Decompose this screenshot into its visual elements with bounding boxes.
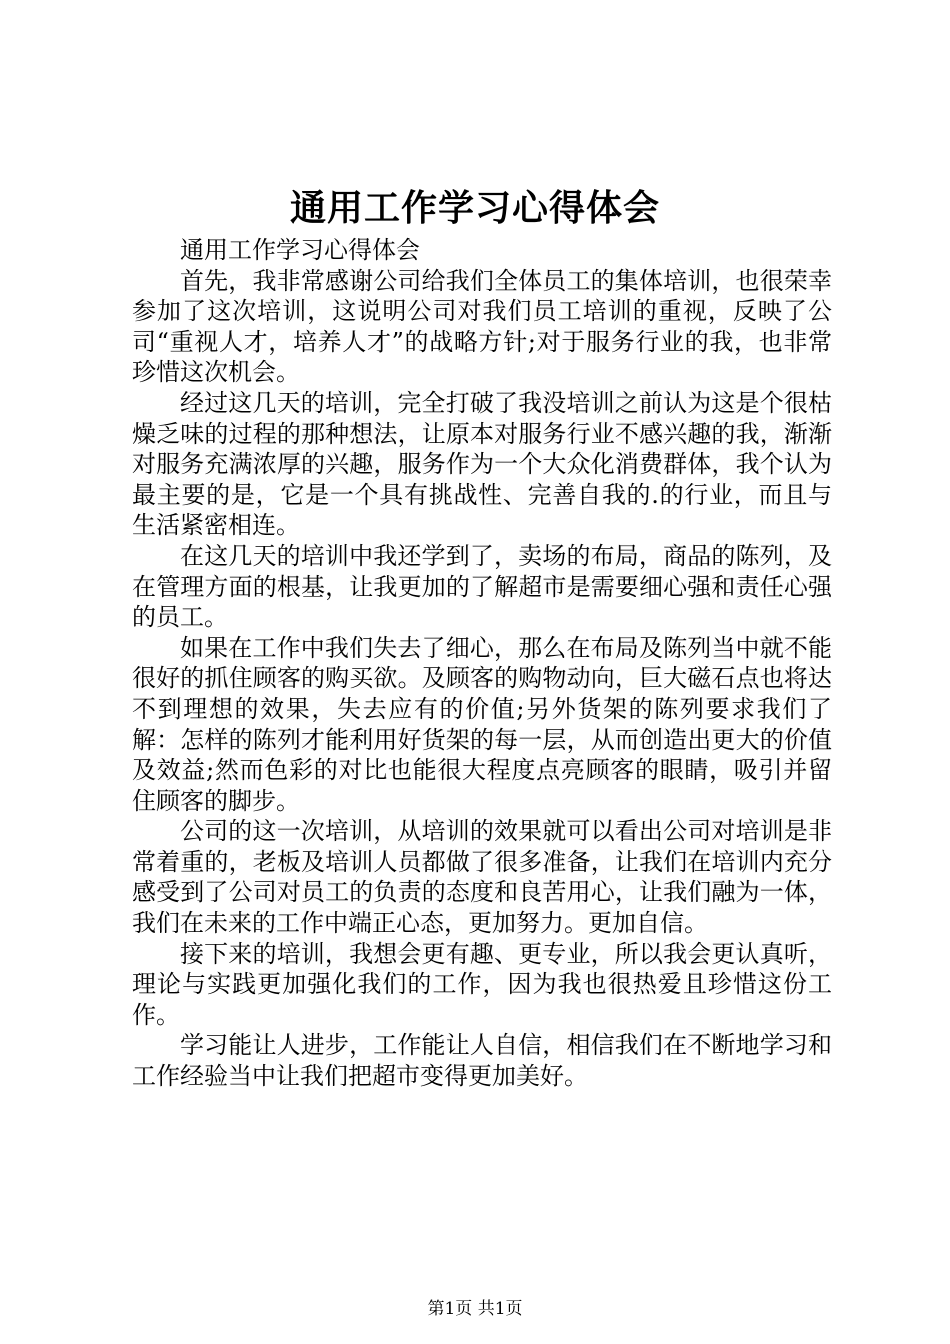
paragraph: 在这几天的培训中我还学到了，卖场的布局，商品的陈列，及在管理方面的根基，让我更加的了解超市是需要细心强和责任心强的员工。 [132, 541, 832, 632]
paragraph-subtitle: 通用工作学习心得体会 [180, 236, 420, 264]
paragraph: 公司的这一次培训，从培训的效果就可以看出公司对培训是非常着重的，老板及培训人员都做了很多准备，让我们在培训内充分感受到了公司对员工的负责的态度和良苦用心，让我们融为一体，我们在未来的工作中端正心态，更加努力。更加自信。 [132, 817, 832, 938]
paragraph: 经过这几天的培训，完全打破了我没培训之前认为这是个很枯燥乏味的过程的那种想法，让原本对服务行业不感兴趣的我，渐渐对服务充满浓厚的兴趣，服务作为一个大众化消费群体，我个认为最主要的是，它是一个具有挑战性、完善自我的.的行业，而且与生活紧密相连。 [132, 388, 832, 540]
paragraph: 学习能让人进步，工作能让人自信，相信我们在不断地学习和工作经验当中让我们把超市变得更加美好。 [132, 1031, 832, 1091]
document-title: 通用工作学习心得体会 [289, 187, 660, 229]
paragraph: 首先，我非常感谢公司给我们全体员工的集体培训，也很荣幸参加了这次培训，这说明公司对我们员工培训的重视，反映了公司“重视人才，培养人才”的战略方针;对于服务行业的我，也非常珍惜这次机会。 [132, 266, 832, 387]
page-footer: 第1页 共1页 [427, 1299, 523, 1319]
document-body [132, 235, 832, 1092]
paragraph: 如果在工作中我们失去了细心，那么在布局及陈列当中就不能很好的抓住顾客的购买欲。及顾客的购物动向，巨大磁石点也将达不到理想的效果，失去应有的价值;另外货架的陈列要求我们了解：怎样的陈列才能利用好货架的每一层，从而创造出更大的价值及效益;然而色彩的对比也能很大程度点亮顾客的眼睛，吸引并留住顾客的脚步。 [132, 633, 832, 815]
paragraph: 接下来的培训，我想会更有趣、更专业，所以我会更认真听，理论与实践更加强化我们的工作，因为我也很热爱且珍惜这份工作。 [132, 939, 832, 1029]
